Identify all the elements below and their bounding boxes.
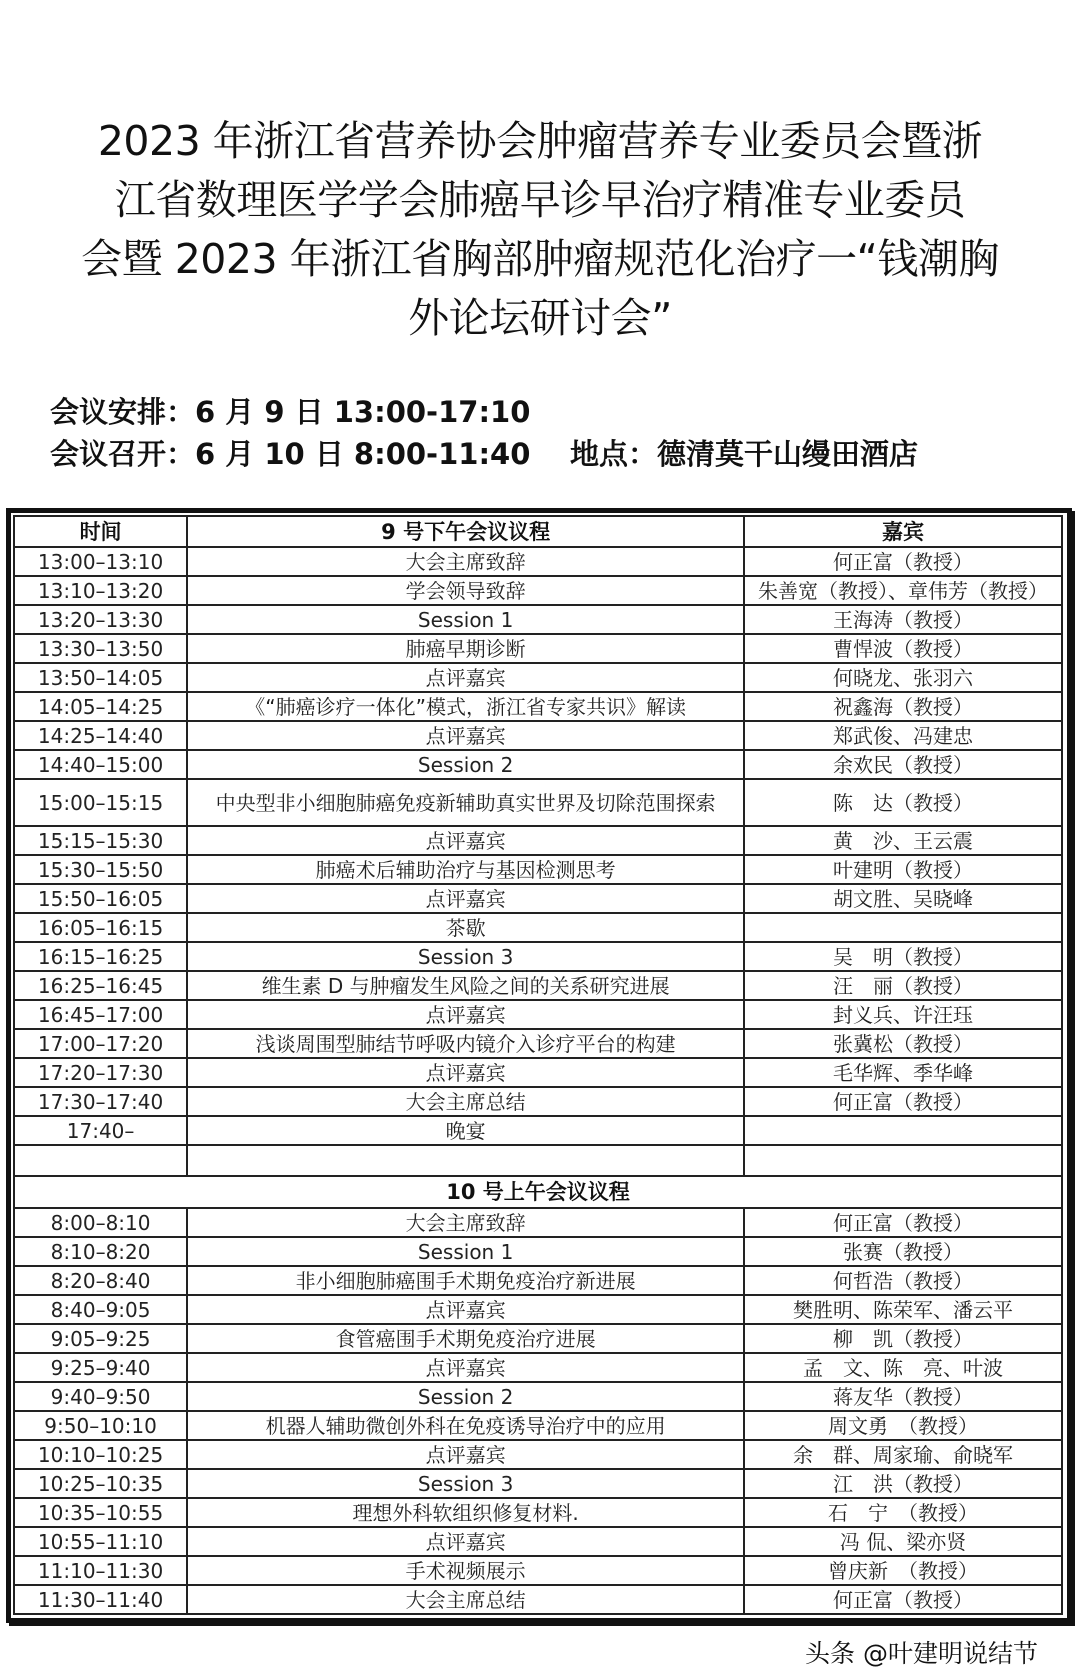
cell-time: 14:25–14:40 [14,721,187,750]
cell-time: 8:40–9:05 [14,1295,187,1324]
table-row [14,1527,1062,1556]
cell-time: 9:40–9:50 [14,1382,187,1411]
cell-guest: 余欢民（教授） [744,750,1062,779]
cell-guest: 孟 文、陈 亮、叶波 [744,1353,1062,1382]
header-day1-agenda: 9 号下午会议议程 [187,516,744,547]
cell-guest: 何正富（教授） [744,1087,1062,1116]
cell-topic: 食管癌围手术期免疫治疗进展 [187,1324,744,1353]
table-row [14,884,1062,913]
table-row [14,692,1062,721]
cell-time: 8:00–8:10 [14,1208,187,1237]
cell-topic: 点评嘉宾 [187,1353,744,1382]
cell-topic: 理想外科软组织修复材料. [187,1498,744,1527]
table-row [14,1411,1062,1440]
table-row [14,1440,1062,1469]
cell-guest: 曾庆新 （教授） [744,1556,1062,1585]
table-row [14,779,1062,826]
watermark: 头条 @叶建明说结节 [805,1639,1038,1668]
cell-topic: 《“肺癌诊疗一体化”模式，浙江省专家共识》解读 [187,692,744,721]
day1-agenda-body [14,547,1062,1145]
empty-row [14,1145,1062,1176]
cell-topic: 浅谈周围型肺结节呼吸内镜介入诊疗平台的构建 [187,1029,744,1058]
table-row [14,1266,1062,1295]
cell-guest: 祝鑫海（教授） [744,692,1062,721]
cell-time: 16:45–17:00 [14,1000,187,1029]
cell-guest: 何正富（教授） [744,1208,1062,1237]
table-row [14,1295,1062,1324]
cell-time: 10:25–10:35 [14,1469,187,1498]
cell-topic: 肺癌早期诊断 [187,634,744,663]
cell-topic: 手术视频展示 [187,1556,744,1585]
cell-time: 14:40–15:00 [14,750,187,779]
table-row [14,1498,1062,1527]
cell-guest: 冯 侃、梁亦贤 [744,1527,1062,1556]
cell-topic: Session 3 [187,942,744,971]
cell-guest: 樊胜明、陈荣军、潘云平 [744,1295,1062,1324]
title-line-3: 会暨 2023 年浙江省胸部肿瘤规范化治疗一“钱潮胸 [81,235,999,283]
cell-topic: 大会主席致辞 [187,547,744,576]
cell-guest: 封义兵、许汪珏 [744,1000,1062,1029]
cell-time: 14:05–14:25 [14,692,187,721]
cell-guest: 何正富（教授） [744,1585,1062,1614]
empty-cell [187,1145,744,1176]
table-row [14,1000,1062,1029]
table-row [14,663,1062,692]
cell-guest: 石 宁 （教授） [744,1498,1062,1527]
cell-time: 17:30–17:40 [14,1087,187,1116]
cell-guest: 叶建明（教授） [744,855,1062,884]
table-row [14,1237,1062,1266]
meeting-location: 地点：德清莫干山缦田酒店 [570,437,919,471]
cell-guest: 汪 丽（教授） [744,971,1062,1000]
cell-topic: 点评嘉宾 [187,721,744,750]
schedule-arrangement: 会议安排：6 月 9 日 13:00-17:10 [50,395,531,429]
cell-topic: 大会主席总结 [187,1585,744,1614]
table-header-row [14,516,1062,547]
cell-topic: 点评嘉宾 [187,1058,744,1087]
cell-time: 17:40– [14,1116,187,1145]
table-row [14,971,1062,1000]
cell-topic: 维生素 D 与肿瘤发生风险之间的关系研究进展 [187,971,744,1000]
cell-time: 15:15–15:30 [14,826,187,855]
cell-time: 10:55–11:10 [14,1527,187,1556]
cell-time: 13:50–14:05 [14,663,187,692]
table-row [14,1382,1062,1411]
table-row [14,1585,1062,1614]
cell-topic: 大会主席致辞 [187,1208,744,1237]
empty-cell [744,1145,1062,1176]
table-row [14,634,1062,663]
cell-guest: 何正富（教授） [744,547,1062,576]
cell-guest: 毛华辉、季华峰 [744,1058,1062,1087]
header-time: 时间 [14,516,187,547]
cell-topic: 点评嘉宾 [187,1440,744,1469]
cell-time: 13:00–13:10 [14,547,187,576]
table-row [14,605,1062,634]
document-title [40,112,1040,348]
cell-time: 17:20–17:30 [14,1058,187,1087]
table-row [14,1353,1062,1382]
cell-topic: Session 1 [187,605,744,634]
cell-time: 9:50–10:10 [14,1411,187,1440]
agenda-table-frame [6,508,1072,1623]
cell-time: 8:10–8:20 [14,1237,187,1266]
table-row [14,942,1062,971]
table-row [14,1116,1062,1145]
cell-guest [744,1116,1062,1145]
cell-time: 13:10–13:20 [14,576,187,605]
table-row [14,547,1062,576]
cell-guest: 胡文胜、吴晓峰 [744,884,1062,913]
cell-topic: 中央型非小细胞肺癌免疫新辅助真实世界及切除范围探索 [187,779,744,826]
agenda-separator [14,1145,1062,1208]
cell-topic: 点评嘉宾 [187,1295,744,1324]
cell-guest: 吴 明（教授） [744,942,1062,971]
day2-header-row [14,1176,1062,1208]
cell-topic: Session 2 [187,750,744,779]
table-row [14,1556,1062,1585]
cell-topic: Session 3 [187,1469,744,1498]
cell-topic: 点评嘉宾 [187,884,744,913]
cell-topic: 晚宴 [187,1116,744,1145]
empty-cell [14,1145,187,1176]
cell-topic: 点评嘉宾 [187,663,744,692]
cell-topic: 机器人辅助微创外科在免疫诱导治疗中的应用 [187,1411,744,1440]
table-row [14,1058,1062,1087]
cell-time: 11:30–11:40 [14,1585,187,1614]
cell-topic: 茶歇 [187,913,744,942]
day2-agenda-title: 10 号上午会议议程 [14,1176,1062,1208]
title-line-4: 外论坛研讨会” [408,294,672,342]
cell-time: 15:50–16:05 [14,884,187,913]
cell-time: 9:25–9:40 [14,1353,187,1382]
cell-time: 16:15–16:25 [14,942,187,971]
table-row [14,750,1062,779]
agenda-table [13,515,1063,1615]
cell-topic: 肺癌术后辅助治疗与基因检测思考 [187,855,744,884]
cell-topic: 点评嘉宾 [187,1000,744,1029]
cell-topic: 学会领导致辞 [187,576,744,605]
cell-guest: 郑武俊、冯建忠 [744,721,1062,750]
cell-time: 15:00–15:15 [14,779,187,826]
cell-guest: 朱善宽（教授）、章伟芳（教授） [744,576,1062,605]
cell-guest: 曹悍波（教授） [744,634,1062,663]
table-row [14,1469,1062,1498]
cell-guest: 张冀松（教授） [744,1029,1062,1058]
cell-guest: 张赛（教授） [744,1237,1062,1266]
cell-topic: 点评嘉宾 [187,1527,744,1556]
cell-topic: 非小细胞肺癌围手术期免疫治疗新进展 [187,1266,744,1295]
cell-time: 11:10–11:30 [14,1556,187,1585]
cell-guest: 周文勇 （教授） [744,1411,1062,1440]
cell-topic: Session 2 [187,1382,744,1411]
cell-time: 8:20–8:40 [14,1266,187,1295]
schedule-opening [50,432,919,473]
cell-guest: 陈 达（教授） [744,779,1062,826]
table-row [14,1324,1062,1353]
table-row [14,576,1062,605]
cell-guest: 蒋友华（教授） [744,1382,1062,1411]
cell-guest [744,913,1062,942]
cell-topic: 大会主席总结 [187,1087,744,1116]
table-row [14,855,1062,884]
title-line-1: 2023 年浙江省营养协会肿瘤营养专业委员会暨浙 [97,117,983,165]
cell-time: 15:30–15:50 [14,855,187,884]
cell-time: 13:20–13:30 [14,605,187,634]
cell-time: 17:00–17:20 [14,1029,187,1058]
table-row [14,1087,1062,1116]
cell-guest: 何哲浩（教授） [744,1266,1062,1295]
cell-time: 10:35–10:55 [14,1498,187,1527]
cell-guest: 柳 凯（教授） [744,1324,1062,1353]
cell-guest: 余 群、周家瑜、俞晓军 [744,1440,1062,1469]
title-line-2: 江省数理医学学会肺癌早诊早治疗精准专业委员 [114,176,966,224]
table-row [14,1208,1062,1237]
table-row [14,913,1062,942]
cell-guest: 何晓龙、张羽六 [744,663,1062,692]
cell-topic: Session 1 [187,1237,744,1266]
cell-guest: 王海涛（教授） [744,605,1062,634]
cell-time: 9:05–9:25 [14,1324,187,1353]
day2-agenda-body [14,1208,1062,1614]
cell-time: 13:30–13:50 [14,634,187,663]
cell-topic: 点评嘉宾 [187,826,744,855]
cell-guest: 黄 沙、王云震 [744,826,1062,855]
cell-time: 10:10–10:25 [14,1440,187,1469]
header-guest: 嘉宾 [744,516,1062,547]
cell-guest: 江 洪（教授） [744,1469,1062,1498]
cell-time: 16:05–16:15 [14,913,187,942]
cell-time: 16:25–16:45 [14,971,187,1000]
opening-time: 会议召开：6 月 10 日 8:00-11:40 [50,437,531,471]
table-row [14,826,1062,855]
table-row [14,721,1062,750]
table-row [14,1029,1062,1058]
